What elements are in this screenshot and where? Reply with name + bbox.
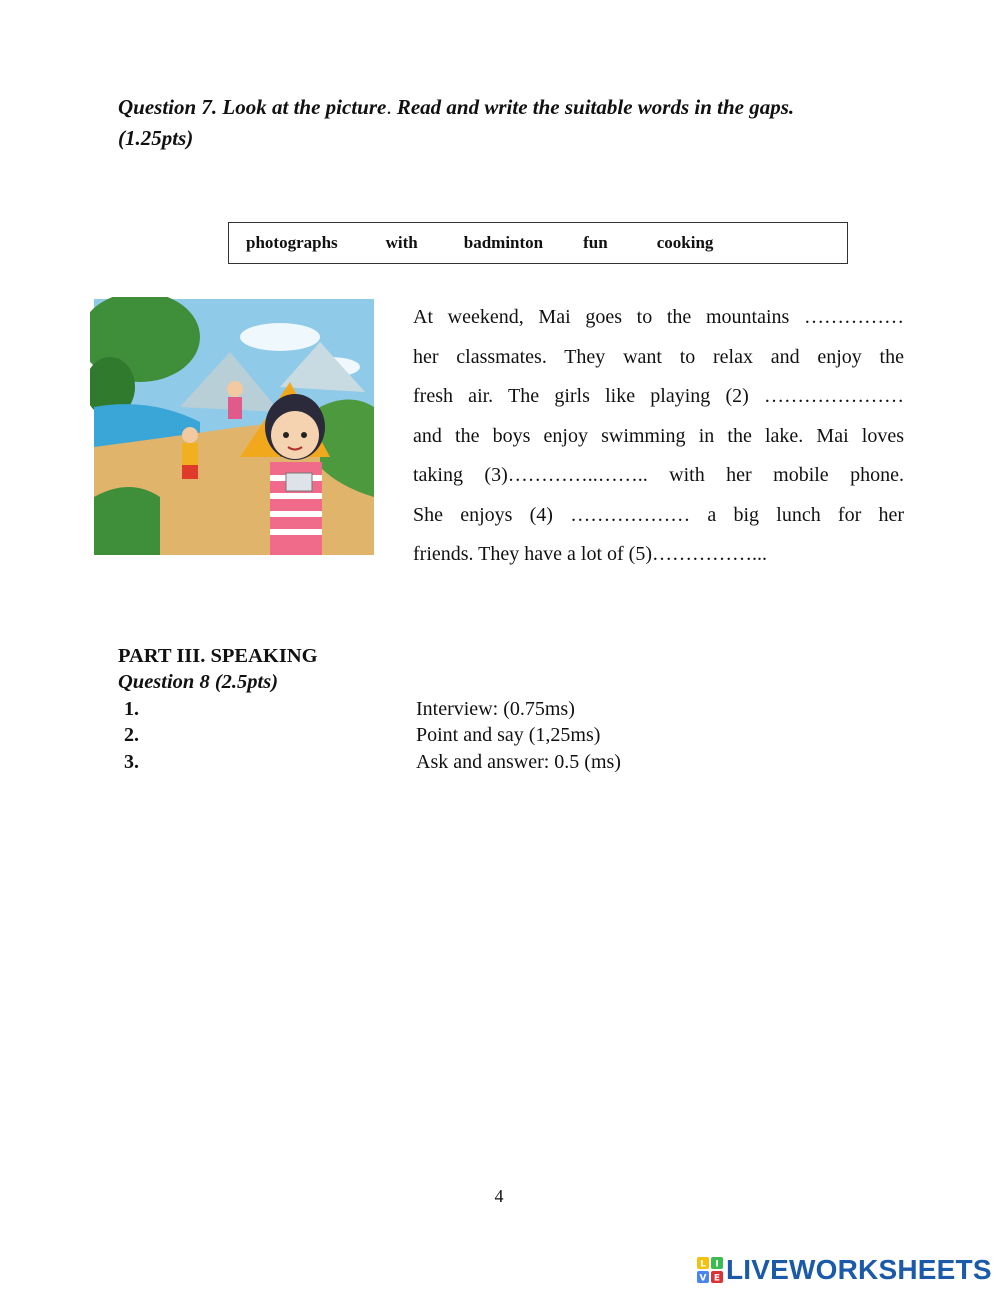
passage-line: She enjoys (4) ……………… a big lunch for her bbox=[413, 503, 904, 526]
speaking-item-number: 2. bbox=[124, 724, 139, 746]
speaking-item-text: Point and say (1,25ms) bbox=[416, 724, 601, 746]
word-bank-item: with bbox=[385, 233, 418, 252]
word-bank-item: cooking bbox=[656, 233, 714, 252]
camping-illustration bbox=[90, 297, 376, 557]
word-bank-item: fun bbox=[583, 233, 608, 252]
brand-name: LIVEWORKSHEETS bbox=[726, 1254, 992, 1285]
speaking-item-number: 3. bbox=[124, 751, 139, 773]
passage-line: her classmates. They want to relax and enjoy the bbox=[413, 345, 904, 368]
badge-letter: L bbox=[700, 1259, 706, 1270]
question-7-points: (1.25pts) bbox=[118, 126, 194, 150]
question-7-title-main: Question 7. Look at the picture bbox=[118, 95, 387, 119]
passage-line: fresh air. The girls like playing (2) ………………… bbox=[413, 385, 904, 407]
question-7-title-dot: . bbox=[386, 95, 392, 119]
word-bank-item: photographs bbox=[246, 233, 338, 252]
liveworksheets-badge-icon bbox=[697, 1257, 723, 1283]
speaking-item-text: Interview: (0.75ms) bbox=[416, 698, 575, 720]
speaking-item-text: Ask and answer: 0.5 (ms) bbox=[416, 751, 621, 773]
badge-letter: V bbox=[699, 1273, 707, 1283]
badge-letter: E bbox=[713, 1273, 721, 1283]
passage-line: taking (3)…………..…….. with her mobile phone. bbox=[413, 464, 904, 486]
question-7-title-rest: Read and write the suitable words in the gaps. bbox=[391, 95, 795, 119]
question-8-title: Question 8 (2.5pts) bbox=[118, 671, 279, 693]
passage-line: At weekend, Mai goes to the mountains …………… bbox=[413, 306, 904, 328]
reading-passage bbox=[413, 298, 904, 575]
part-3-title: PART III. SPEAKING bbox=[118, 645, 318, 667]
question-7-title bbox=[118, 92, 878, 154]
word-bank-item: badminton bbox=[463, 233, 544, 252]
passage-line: friends. They have a lot of (5)……………... bbox=[413, 543, 767, 565]
badge-letter: I bbox=[715, 1259, 719, 1270]
speaking-item-number: 1. bbox=[124, 698, 139, 720]
liveworksheets-logo bbox=[697, 1255, 992, 1285]
passage-line: and the boys enjoy swimming in the lake. Mai loves bbox=[413, 424, 904, 447]
word-bank bbox=[228, 222, 848, 264]
page-number: 4 bbox=[494, 1186, 504, 1206]
